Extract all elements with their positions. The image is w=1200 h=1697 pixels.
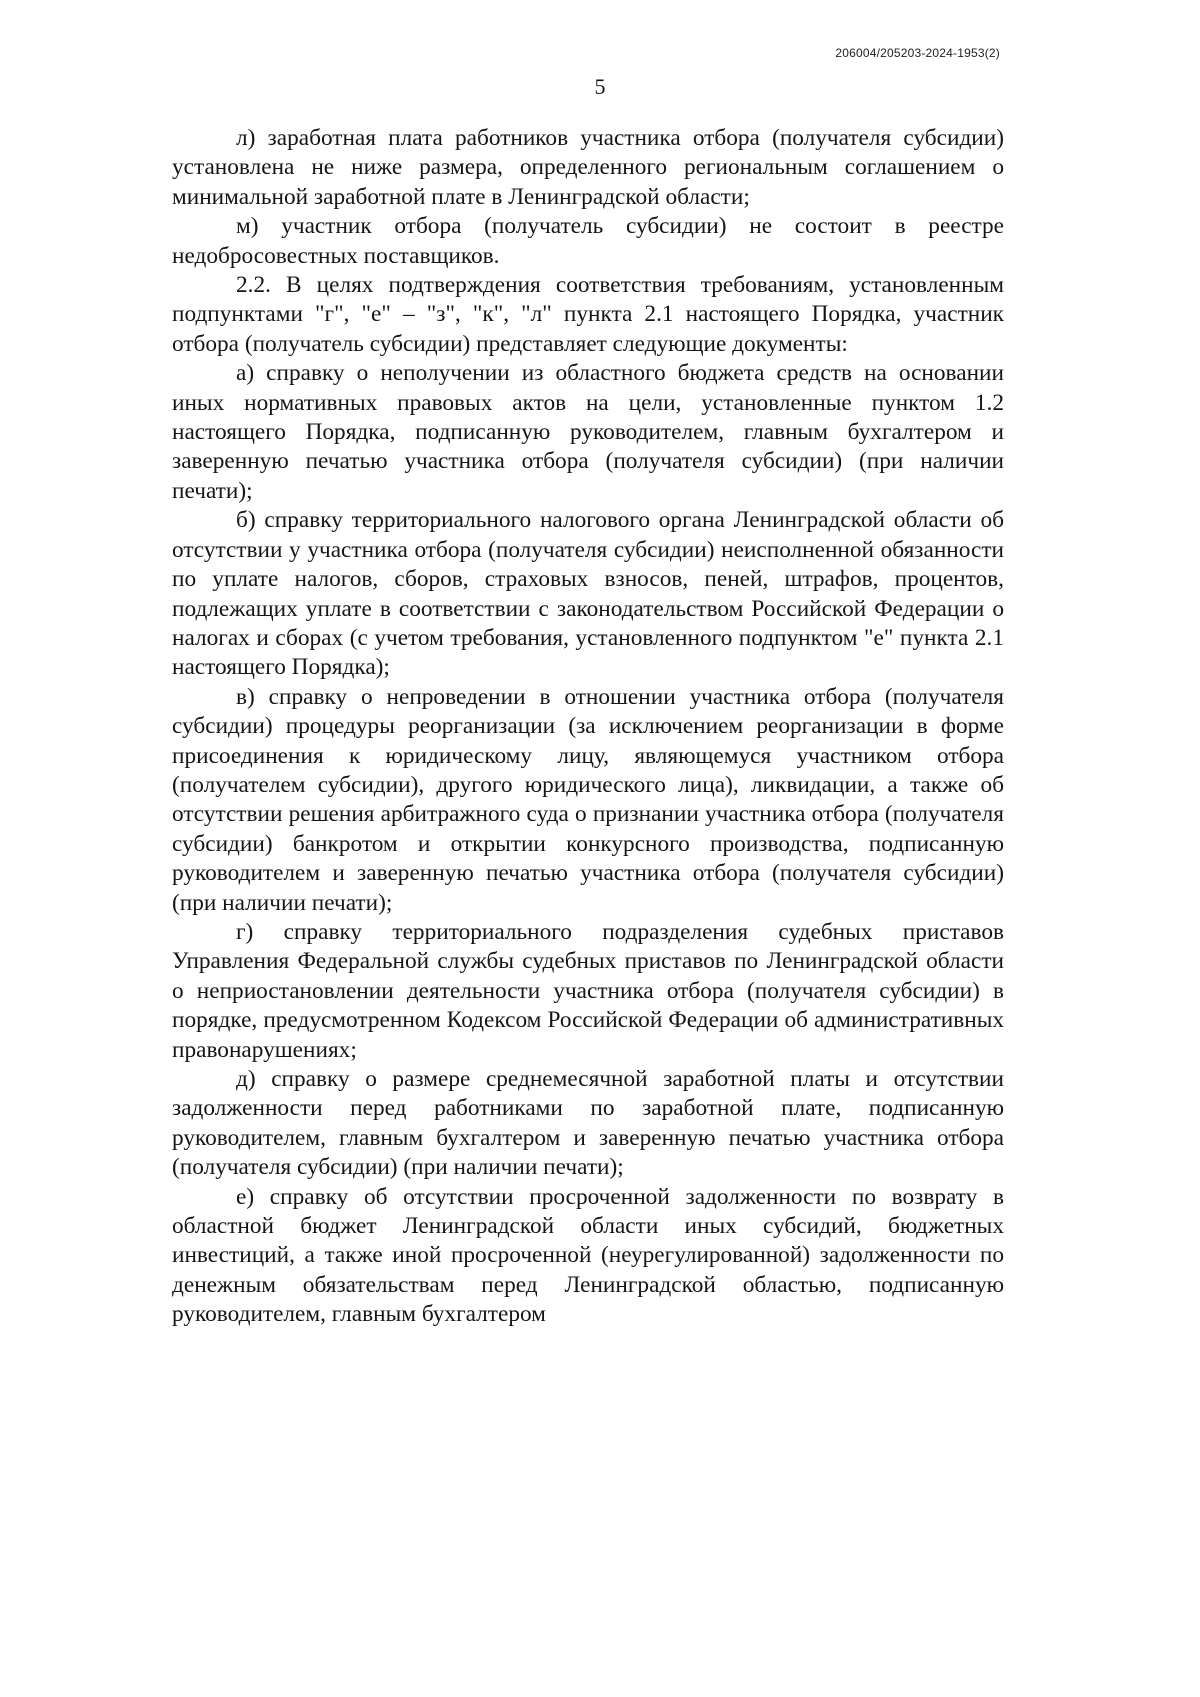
paragraph-d: д) справку о размере среднемесячной заработной платы и отсутствии задолженности перед работниками по заработной плате, подписанную руководителем, главным бухгалтером и заверенную печатью участника отбора (получателя субсидии) (при наличии печати); [172,1066,1004,1181]
paragraph-l: л) заработная плата работников участника отбора (получателя субсидии) установлена не ниже размера, определенного региональным соглашением о минимальной заработной плате в Ленинградской области; [172,125,1004,210]
paragraph-m: м) участник отбора (получатель субсидии) не состоит в реестре недобросовестных поставщиков. [172,213,1004,269]
document-body [172,124,1004,1330]
paragraph-g: г) справку территориального подразделения судебных приставов Управления Федеральной службы судебных приставов по Ленинградской области о неприостановлении деятельности участника отбора (получателя субсидии) в порядке, предусмотренном Кодексом Российской Федерации об административных правонарушениях; [172,918,1004,1063]
paragraph-a: а) справку о неполучении из областного бюджета средств на основании иных нормативных правовых актов на цели, установленные пунктом 1.2 настоящего Порядка, подписанную руководителем, главным бухгалтером и заверенную печатью участника отбора (получателя субсидии) (при наличии печати); [172,360,1004,504]
paragraph-e: е) справку об отсутствии просроченной задолженности по возврату в областной бюджет Ленинградской области иных субсидий, бюджетных инвестиций, а также иной просроченной (неурегулированной) задолженности по денежным обязательствам перед Ленинградской областью, подписанную руководителем, главным бухгалтером [172,1183,1004,1328]
document-id: 206004/205203-2024-1953(2) [835,46,1000,60]
paragraph-2-2: 2.2. В целях подтверждения соответствия требованиям, установленным подпунктами "г", "е" – "з", "к", "л" пункта 2.1 настоящего Порядка, участник отбора (получатель субсидии) представляет следующие документы: [172,272,1004,357]
paragraph-v: в) справку о непроведении в отношении участника отбора (получателя субсидии) процедуры реорганизации (за исключением реорганизации в форме присоединения к юридическому лицу, являющемуся участником отбора (получателем субсидии), другого юридического лица), ликвидации, а также об отсутствии решения арбитражного суда о признании участника отбора (получателя субсидии) банкротом и открытии конкурсного производства, подписанную руководителем и заверенную печатью участника отбора (получателя субсидии) (при наличии печати); [172,683,1004,916]
paragraph-b: б) справку территориального налогового органа Ленинградской области об отсутствии у участника отбора (получателя субсидии) неисполненной обязанности по уплате налогов, сборов, страховых взносов, пеней, штрафов, процентов, подлежащих уплате в соответствии с законодательством Российской Федерации о налогах и сборах (с учетом требования, установленного подпунктом "е" пункта 2.1 настоящего Порядка); [172,507,1004,681]
page-number: 5 [594,74,606,99]
